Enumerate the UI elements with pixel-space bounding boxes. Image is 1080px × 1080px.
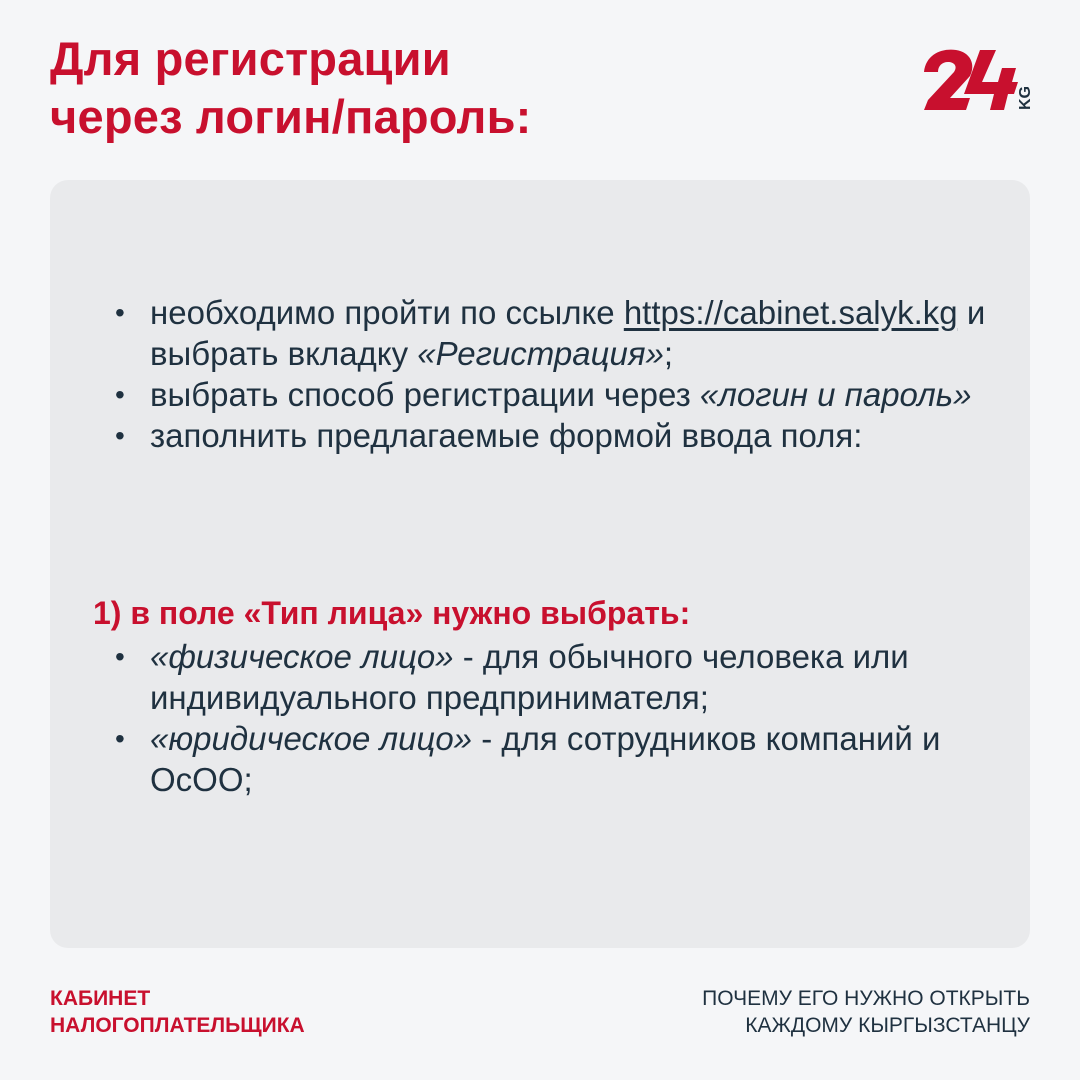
instructions-list [50,292,1010,456]
info-card [50,180,1030,948]
page-title [50,30,532,146]
footer-series-title: КАБИНЕТ НАЛОГОПЛАТЕЛЬЩИКА [50,987,305,1037]
title-line-2: через логин/пароль: [50,90,532,143]
bullet-icon: • [115,297,125,328]
list-item: • необходимо пройти по ссылке https://cabinet.salyk.kg и выбрать вкладку «Регистрация»; [115,294,986,372]
footer-subtitle: ПОЧЕМУ ЕГО НУЖНО ОТКРЫТЬ КАЖДОМУ КЫРГЫЗСТАНЦУ [702,987,1030,1037]
list-item: • «физическое лицо» - для обычного человека или индивидуального предпринимателя; [115,638,909,716]
list-item: • выбрать способ регистрации через «логин и пароль» [115,376,972,413]
logo-kg-text: KG [1017,86,1034,110]
bullet-icon: • [115,420,125,451]
bullet-icon: • [115,641,125,672]
bullet-icon: • [115,379,125,410]
person-type-options [50,636,1010,800]
person-type-heading: 1) в поле «Тип лица» нужно выбрать: [93,595,691,631]
cabinet-link[interactable]: https://cabinet.salyk.kg [623,294,958,331]
list-item: • «юридическое лицо» - для сотрудников компаний и ОсОО; [115,720,941,798]
bullet-icon: • [115,723,125,754]
title-line-1: Для регистрации [50,32,451,85]
24kg-logo [918,42,1038,122]
list-item: • заполнить предлагаемые формой ввода поля: [115,417,863,454]
